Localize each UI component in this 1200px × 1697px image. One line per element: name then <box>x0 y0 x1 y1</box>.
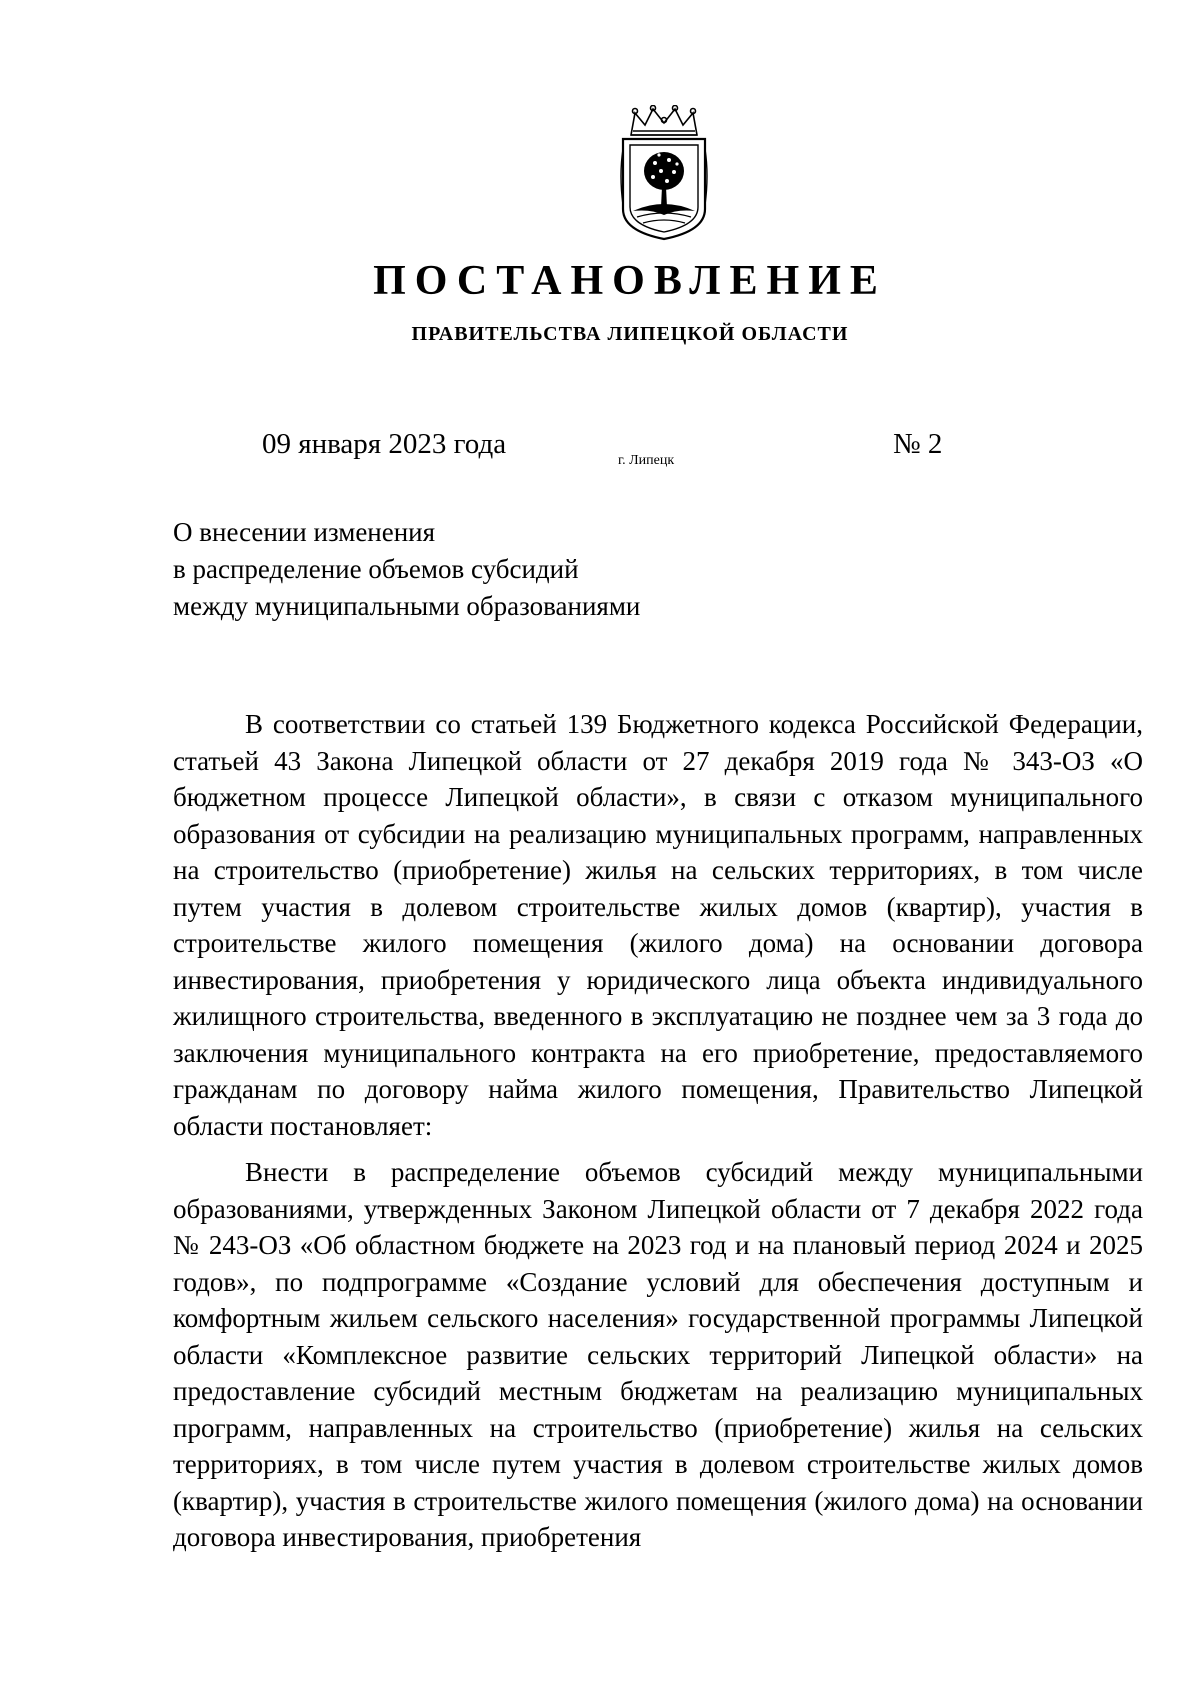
document-subject <box>173 514 640 625</box>
document-city: г. Липецк <box>618 453 675 468</box>
subject-line: в распределение объемов субсидий <box>173 554 579 584</box>
subject-line: О внесении изменения <box>173 517 436 547</box>
lipetsk-oblast-coat-of-arms-icon <box>617 105 711 241</box>
document-body <box>173 706 1143 1556</box>
body-paragraph: Внести в распределение объемов субсидий между муниципальными образованиями, утвержденных Законом Липецкой области от 7 декабря 2022 года № 243-ОЗ «Об областном бюджете на 2023 год и на плановый период 2024 и 2025 годов», по подпрограмме «Создание условий для обеспечения доступным и комфортным жильем сельского населения» государственной программы Липецкой области «Комплексное развитие сельских территорий Липецкой области» на предоставление субсидий местным бюджетам на реализацию муниципальных программ, направленных на строительство (приобретение) жилья на сельских территориях, в том числе путем участия в долевом строительстве жилых домов (квартир), участия в строительстве жилого помещения (жилого дома) на основании договора инвестирования, приобретения <box>173 1157 1143 1552</box>
body-paragraph: В соответствии со статьей 139 Бюджетного кодекса Российской Федерации, статьей 43 Закона Липецкой области от 27 декабря 2019 года № 343-ОЗ «О бюджетном процессе Липецкой области», в связи с отказом муниципального образования от субсидии на реализацию муниципальных программ, направленных на строительство (приобретение) жилья на сельских территориях, в том числе путем участия в долевом строительстве жилых домов (квартир), участия в строительстве жилого помещения (жилого дома) на основании договора инвестирования, приобретения у юридического лица объекта индивидуального жилищного строительства, введенного в эксплуатацию не позднее чем за 3 года до заключения муниципального контракта на его приобретение, предоставляемого гражданам по договору найма жилого помещения, Правительство Липецкой области постановляет: <box>173 709 1143 1141</box>
subject-line: между муниципальными образованиями <box>173 591 641 621</box>
document-type-title: ПОСТАНОВЛЕНИЕ <box>373 258 887 304</box>
document-number: № 2 <box>893 428 943 460</box>
document-date: 09 января 2023 года <box>262 428 507 460</box>
issuer-name: ПРАВИТЕЛЬСТВА ЛИПЕЦКОЙ ОБЛАСТИ <box>411 323 849 345</box>
